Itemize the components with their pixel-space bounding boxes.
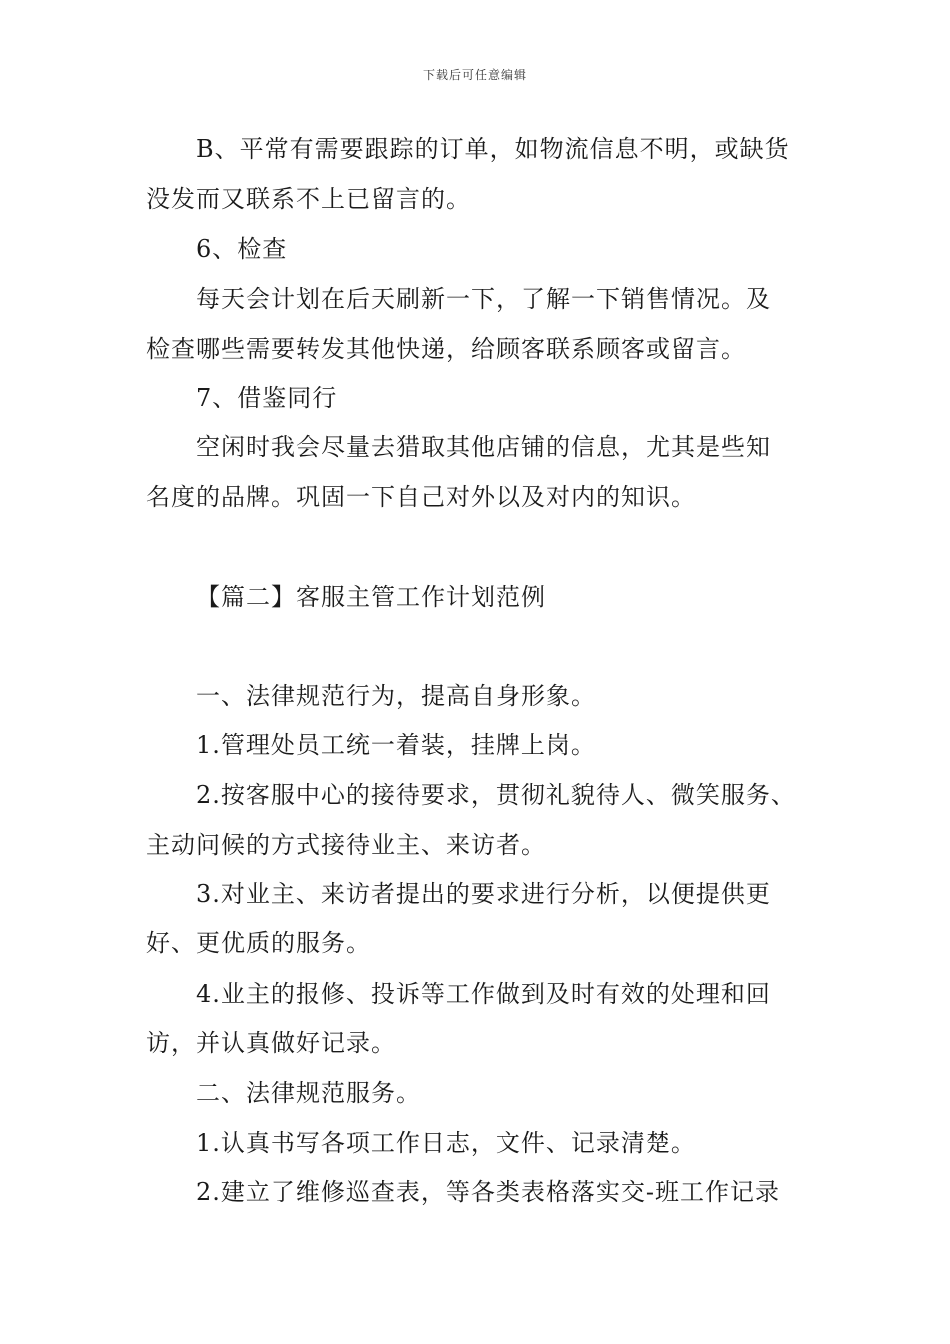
text-line: 检查哪些需要转发其他快递，给顾客联系顾客或留言。 — [146, 335, 746, 363]
text-line: 4.业主的报修、投诉等工作做到及时有效的处理和回 — [196, 980, 771, 1008]
text-line: 好、更优质的服务。 — [146, 929, 371, 957]
section-heading: 二、法律规范服务。 — [196, 1079, 421, 1107]
text-line: 主动问候的方式接待业主、来访者。 — [146, 831, 546, 859]
text-line: 名度的品牌。巩固一下自己对外以及对内的知识。 — [146, 483, 696, 511]
text-line: 每天会计划在后天刷新一下，了解一下销售情况。及 — [196, 285, 771, 313]
text-line: 空闲时我会尽量去猎取其他店铺的信息，尤其是些知 — [196, 433, 771, 461]
section-heading: 7、借鉴同行 — [196, 384, 338, 412]
section-heading: 6、检查 — [196, 235, 288, 263]
chapter-title: 【篇二】客服主管工作计划范例 — [196, 583, 546, 611]
text-line: 1.管理处员工统一着装，挂牌上岗。 — [196, 731, 596, 759]
text-line: 3.对业主、来访者提出的要求进行分析，以便提供更 — [196, 880, 771, 908]
page-header: 下载后可任意编辑 — [422, 68, 527, 82]
text-line: 2.建立了维修巡查表，等各类表格落实交-班工作记录 — [196, 1178, 781, 1206]
text-line: 1.认真书写各项工作日志，文件、记录清楚。 — [196, 1129, 696, 1157]
text-line: 2.按客服中心的接待要求，贯彻礼貌待人、微笑服务、 — [196, 781, 796, 809]
text-line: 没发而又联系不上已留言的。 — [146, 185, 471, 213]
section-heading: 一、法律规范行为，提高自身形象。 — [196, 682, 596, 710]
text-line: 访，并认真做好记录。 — [146, 1029, 396, 1057]
text-line: B、平常有需要跟踪的订单，如物流信息不明，或缺货 — [196, 135, 790, 163]
